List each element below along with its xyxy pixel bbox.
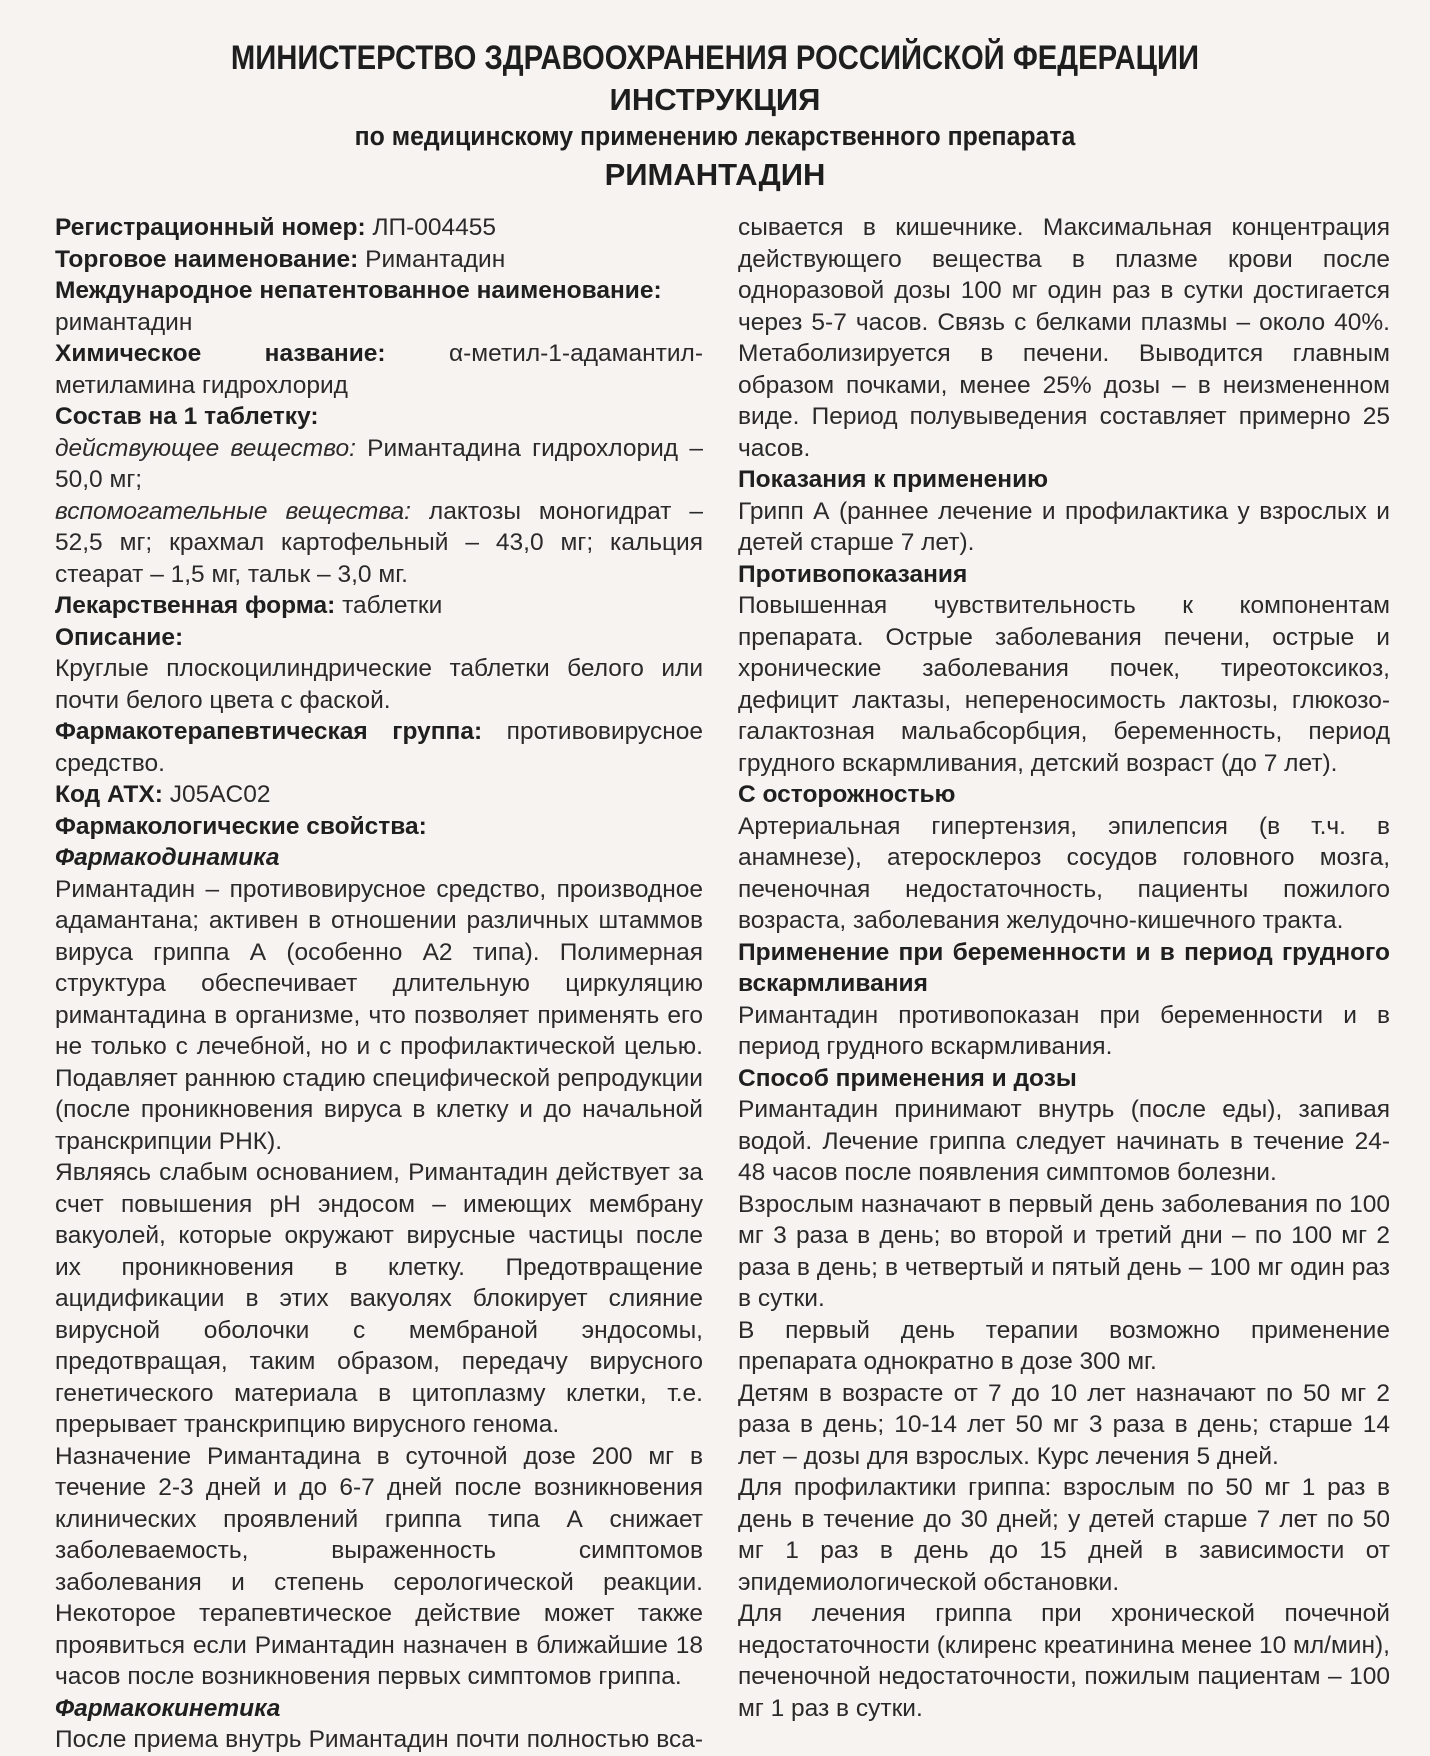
chem-value: α-метил-1-адамантил-метиламина гидрохлорид bbox=[55, 340, 703, 399]
trade-name bbox=[55, 244, 703, 276]
trade-value: Римантадин bbox=[358, 245, 506, 273]
trade-label: Торговое наименование: bbox=[55, 245, 359, 273]
dosage-p2: Взрослым назначают в первый день заболевания по 100 мг 3 раза в день; во второй и третий дни – по 100 мг 2 раза в день; в четвертый и пятый день – 100 мг один раз в сутки. bbox=[738, 1190, 1390, 1312]
document-header bbox=[0, 38, 1430, 194]
contraindications-label: Противопоказания bbox=[738, 560, 968, 588]
ministry-title: МИНИСТЕРСТВО ЗДРАВООХРАНЕНИЯ РОССИЙСКОЙ ФЕДЕРАЦИИ bbox=[230, 39, 1200, 77]
drug-name-title: РИМАНТАДИН bbox=[604, 157, 826, 193]
reg-label: Регистрационный номер: bbox=[55, 214, 366, 241]
dosage-p1: Римантадин принимают внутрь (после еды), запивая водой. Лечение гриппа следует начинать в течение 24-48 часов после появления симптомов болезни. bbox=[738, 1096, 1390, 1186]
right-column bbox=[738, 212, 1390, 1724]
form-value: таблетки bbox=[335, 592, 443, 619]
active-label: действующее вещество: bbox=[55, 434, 356, 462]
group-label: Фармакотерапевтическая группа: bbox=[55, 718, 483, 745]
caution-text: Артериальная гипертензия, эпилепсия (в т.ч. в анамнезе), атеросклероз сосудов головного мозга, печеночная недостаточность, пациенты пожилого возраста, заболевания желудочно-кишечного тракта. bbox=[738, 812, 1390, 934]
dosage-form bbox=[55, 590, 703, 622]
excipients bbox=[55, 496, 703, 591]
doc-subtitle: по медицинскому применению лекарственного препарата bbox=[354, 120, 1076, 151]
active-value: Римантадина гидрохлорид – 50,0 мг; bbox=[55, 434, 703, 493]
pharmacological-properties-label: Фармакологические свойства: bbox=[55, 812, 427, 840]
chem-label: Химическое название: bbox=[55, 340, 386, 367]
composition-label: Состав на 1 таблетку: bbox=[55, 403, 319, 430]
inn-value: римантадин bbox=[55, 308, 193, 336]
indications-label: Показания к применению bbox=[738, 466, 1049, 493]
atc-label: Код АТХ: bbox=[55, 781, 163, 808]
excip-value: лактозы моногидрат – 52,5 мг; крахмал картофельный – 43,0 мг; кальция стеарат – 1,5 мг, тальк – 3,0 мг. bbox=[55, 497, 704, 588]
pharmacokinetics-label: Фармакокинетика bbox=[55, 1694, 281, 1722]
pregnancy-text: Римантадин противопоказан при беременности и в период грудного вскармливания. bbox=[738, 1001, 1390, 1060]
dosage-p4: Детям в возрасте от 7 до 10 лет назначают по 50 мг 2 раза в день; 10-14 лет 50 мг 3 раза в день; старше 14 лет – дозы для взрослых. Курс лечения 5 дней. bbox=[738, 1379, 1390, 1470]
pharmacokinetics-p1: После приема внутрь Римантадин почти полностью вса- bbox=[55, 1726, 703, 1753]
dosage-p5: Для профилактики гриппа: взрослым по 50 мг 1 раз в день в течение до 30 дней; у детей старше 7 лет по 50 мг 1 раз в день до 15 дней в зависимости от эпидемиологической обстановки. bbox=[738, 1474, 1390, 1596]
dosage-p6: Для лечения гриппа при хронической почечной недостаточности (клиренс креатинина менее 10 мл/мин), печеночной недостаточности, пожилым пациентам – 100 мг 1 раз в сутки. bbox=[738, 1600, 1390, 1722]
left-column bbox=[55, 212, 703, 1756]
pharmacokinetics-continued: сывается в кишечнике. Максимальная концентрация действующего вещества в плазме крови после одноразовой дозы 100 мг один раз в сутки достигается через 5-7 часов. Связь с белками плазмы – около 40%. Метаболизируется в печени. Выводится главным образом почками, менее 25% дозы – в неизмененном виде. Период полувыведения составляет примерно 25 часов. bbox=[738, 214, 1390, 462]
pharmacodynamics-p3: Назначение Римантадина в суточной дозе 200 мг в течение 2-3 дней и до 6-7 дней после возникновения клинических проявлений гриппа типа А снижает заболеваемость, выраженность симптомов заболевания и степень серологической реакции. Некоторое терапевтическое действие может также проявиться если Римантадин назначен в ближайшие 18 часов после возникновения первых симптомов гриппа. bbox=[55, 1442, 703, 1690]
pharmacodynamics-p2: Являясь слабым основанием, Римантадин действует за счет повышения pH эндосом – имеющих мембрану вакуолей, которые окружают вирусные частицы после их проникновения в клетку. Предотвращение ацидификации в этих вакуолях блокирует слияние вирусной оболочки с мембраной эндосомы, предотвращая, таким образом, передачу вирусного генетического материала в цитоплазму клетки, т.е. прерывает транскрипцию вирусного генома. bbox=[55, 1159, 703, 1438]
indications-text: Грипп А (раннее лечение и профилактика у взрослых и детей старше 7 лет). bbox=[738, 497, 1390, 556]
excip-label: вспомогательные вещества: bbox=[55, 497, 411, 525]
dosage-label: Способ применения и дозы bbox=[738, 1064, 1077, 1092]
active-substance bbox=[55, 433, 703, 496]
group-value: противовирусное средство. bbox=[55, 718, 703, 777]
description-label: Описание: bbox=[55, 623, 184, 651]
pharmacotherapeutic-group bbox=[55, 716, 703, 779]
form-label: Лекарственная форма: bbox=[55, 592, 336, 619]
inn-label: Международное непатентованное наименование: bbox=[55, 277, 662, 304]
atc-value: J05AC02 bbox=[162, 781, 271, 808]
reg-value: ЛП-004455 bbox=[365, 214, 497, 241]
chemical-name bbox=[55, 338, 703, 401]
atc-code bbox=[55, 779, 703, 811]
dosage-p3: В первый день терапии возможно применение препарата однократно в дозе 300 мг. bbox=[738, 1316, 1390, 1375]
registration-number bbox=[55, 212, 703, 244]
pharmacodynamics-label: Фармакодинамика bbox=[55, 844, 280, 871]
contraindications-text: Повышенная чувствительность к компонентам препарата. Острые заболевания печени, острые и хронические заболевания почек, тиреотоксикоз, дефицит лактазы, непереносимость лактозы, глюкозо-галактозная мальабсорбция, беременность, период грудного вскармливания, детский возраст (до 7 лет). bbox=[738, 592, 1390, 777]
caution-label: С осторожностью bbox=[738, 781, 956, 808]
pregnancy-label: Применение при беременности и в период грудного вскармливания bbox=[738, 938, 1390, 997]
pharmacodynamics-p1: Римантадин – противовирусное средство, производное адамантана; активен в отношении различных штаммов вируса гриппа А (особенно А2 типа). Полимерная структура обеспечивает длительную циркуляцию римантадина в организме, что позволяет применять его не только с лечебной, но и с профилактической целью. Подавляет раннюю стадию специфической репродукции (после проникновения вируса в клетку и до начальной транскрипции РНК). bbox=[55, 875, 703, 1155]
doc-type-title: ИНСТРУКЦИЯ bbox=[609, 81, 821, 117]
description-text: Круглые плоскоцилиндрические таблетки белого или почти белого цвета с фаской. bbox=[55, 655, 703, 714]
